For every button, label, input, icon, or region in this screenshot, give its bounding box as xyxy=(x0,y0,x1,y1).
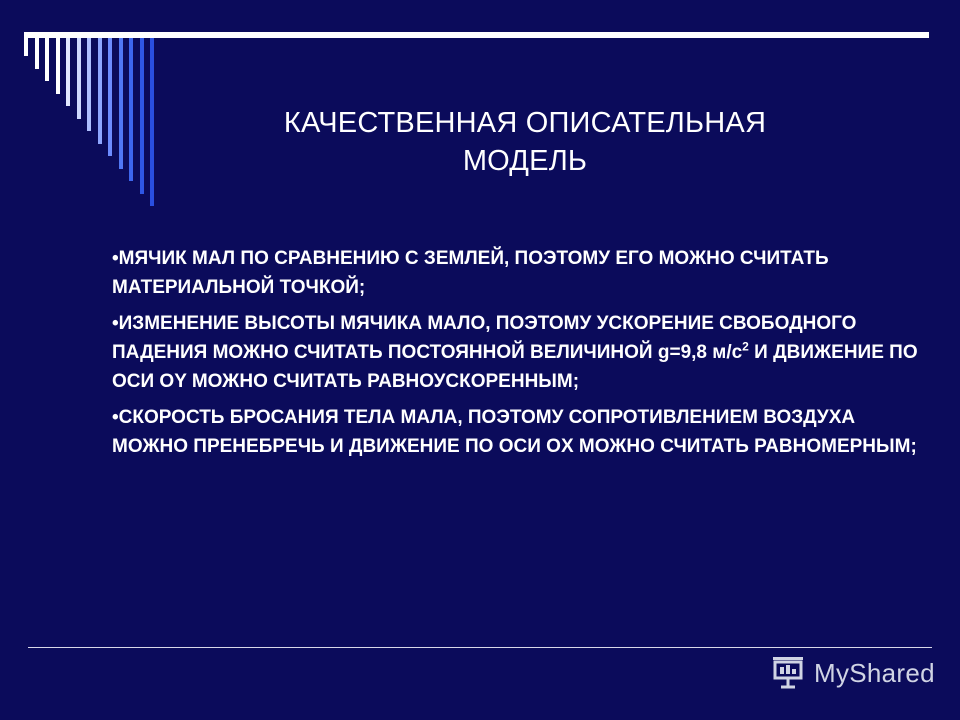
decorative-bar xyxy=(98,38,102,144)
decorative-bar xyxy=(150,38,154,206)
decorative-bar xyxy=(87,38,91,131)
presentation-board-icon xyxy=(768,653,808,694)
decorative-bar xyxy=(119,38,123,169)
logo[interactable] xyxy=(768,655,935,691)
bullet-2-text-cont: И ДВИЖЕНИЕ ПО ОСИ OY МОЖНО СЧИТАТЬ РАВНОУСКОРЕННЫМ; xyxy=(112,342,918,392)
top-rule xyxy=(24,32,929,38)
logo-text: MyShared xyxy=(814,657,935,688)
bullet-item-1: •МЯЧИК МАЛ ПО СРАВНЕНИЮ С ЗЕМЛЕЙ, ПОЭТОМУ ЕГО МОЖНО СЧИТАТЬ МАТЕРИАЛЬНОЙ ТОЧКОЙ; xyxy=(112,248,829,298)
decorative-bar xyxy=(24,38,28,56)
bullet-item-2 xyxy=(112,309,922,396)
decorative-bar xyxy=(140,38,144,194)
slide-title xyxy=(220,104,830,180)
bullet-list xyxy=(112,244,922,468)
decorative-bar xyxy=(56,38,60,94)
decorative-bar xyxy=(45,38,49,81)
decorative-bar xyxy=(77,38,81,119)
bullet-2-superscript: 2 xyxy=(742,339,749,354)
bullet-2-text: •ИЗМЕНЕНИЕ ВЫСОТЫ МЯЧИКА МАЛО, ПОЭТОМУ УСКОРЕНИЕ СВОБОДНОГО ПАДЕНИЯ МОЖНО СЧИТАТЬ ПОСТОЯННОЙ ВЕЛИЧИНОЙ g=9,8 м/с xyxy=(112,313,857,363)
bullet-item-3: •СКОРОСТЬ БРОСАНИЯ ТЕЛА МАЛА, ПОЭТОМУ СОПРОТИВЛЕНИЕМ ВОЗДУХА МОЖНО ПРЕНЕБРЕЧЬ И ДВИЖЕНИЕ ПО ОСИ OX МОЖНО СЧИТАТЬ РАВНОМЕРНЫМ; xyxy=(112,407,917,457)
bottom-rule xyxy=(28,647,932,648)
title-line-1: КАЧЕСТВЕННАЯ ОПИСАТЕЛЬНАЯ xyxy=(283,107,767,139)
decorative-bar xyxy=(66,38,70,106)
decorative-bar xyxy=(108,38,112,156)
title-line-2: МОДЕЛЬ xyxy=(462,145,588,177)
decorative-bar xyxy=(35,38,39,69)
decorative-bar xyxy=(129,38,133,181)
